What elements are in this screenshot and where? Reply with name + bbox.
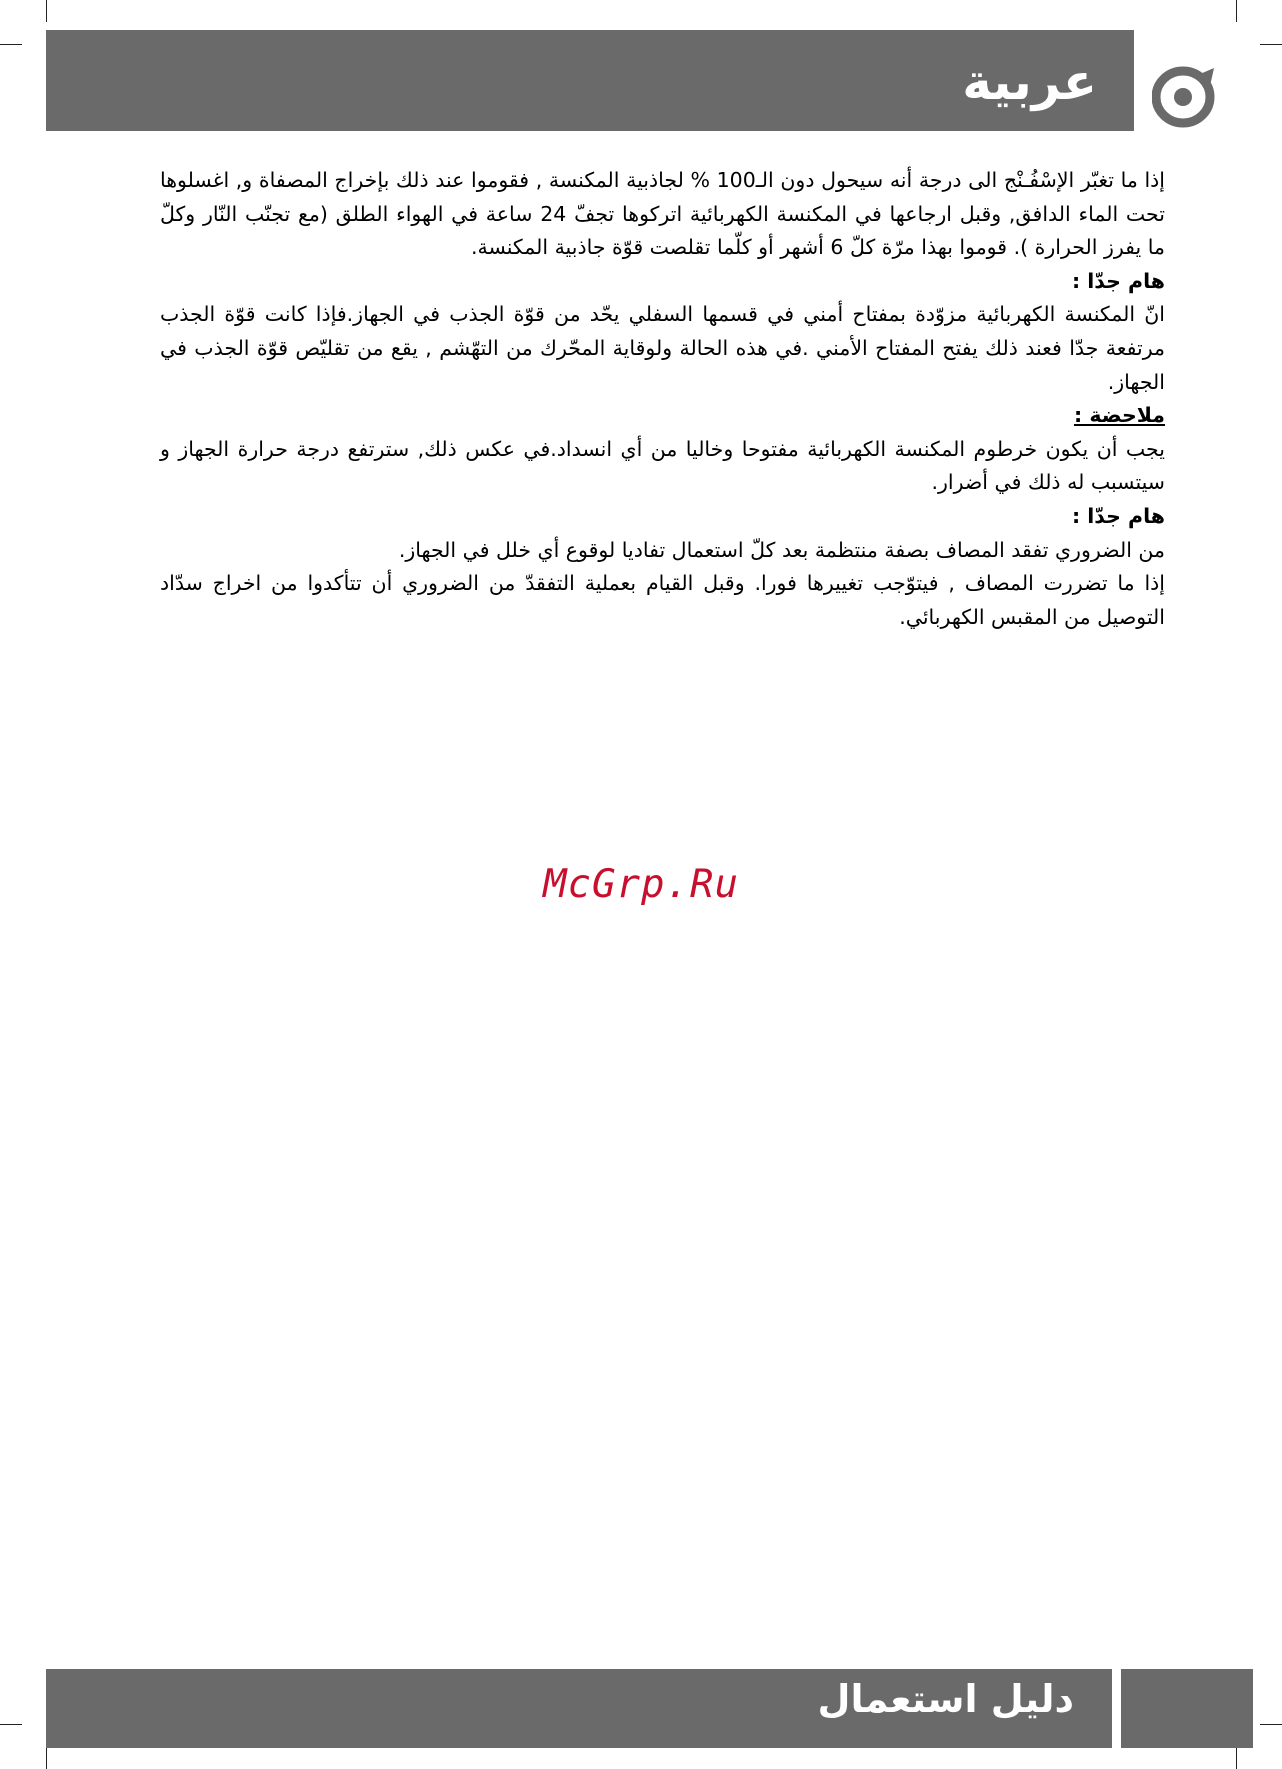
ring-logo-icon [1152,66,1218,128]
paragraph-filter-cleaning: إذا ما تغبّر الإسْفُـنْج الى درجة أنه سيحول دون الـ100 % لجاذبية المكنسة , فقوموا عند ذلك بإخراج المصفاة و, اغسلوها تحت الماء الدافق, وقبل ارجاعها في المكنسة الكهربائية اتركوها تجفّ 24 ساعة في الهواء الطلق (مع تجنّب النّار وكلّ ما يفرز الحرارة ). قوموا بهذا مرّة كلّ 6 أشهر أو كلّما تقلصت قوّة جاذبية المكنسة. [160,168,1165,260]
footer-page-box [1121,1669,1253,1748]
crop-mark-top-left [46,0,47,22]
page-language-title: عربية [962,53,1097,111]
paragraph-filter-replace: إذا ما تضررت المصاف , فيتوّجب تغييرها فورا. وقبل القيام بعملية التفقدّ من الضروري أن تتأكدوا من اخراج سدّاد التوصيل من المقبس الكهربائي. [160,571,1165,629]
watermark: McGrp.Ru [543,862,739,907]
crop-mark-right-bottom [1260,1724,1282,1725]
important-heading-1: هام جدّا : [1071,268,1165,293]
crop-mark-bottom-left [46,1747,47,1769]
instructions-text [160,164,1165,634]
footer-separator [1112,1669,1121,1748]
paragraph-safety-switch: انّ المكنسة الكهربائية مزوّدة بمفتاح أمني في قسمها السفلي يحّد من قوّة الجذب في الجهاز.فإذا كانت قوّة الجذب مرتفعة جدّا فعند ذلك يفتح المفتاح الأمني .في هذه الحالة ولوقاية المحّرك من التهّشم , يقع من تقليّص قوّة الجذب في الجهاز. [160,302,1165,394]
crop-mark-left-top [0,44,22,45]
crop-mark-right-top [1260,44,1282,45]
paragraph-hose-note: يجب أن يكون خرطوم المكنسة الكهربائية مفتوحا وخاليا من أي انسداد.في عكس ذلك, سترتفع درجة حرارة الجهاز و سيتسبب له ذلك في أضرار. [160,436,1165,495]
footer-manual-title: دليل استعمال [817,1677,1074,1721]
note-heading: ملاحضة : [1074,403,1165,428]
crop-mark-bottom-right [1236,1747,1237,1769]
crop-mark-left-bottom [0,1724,22,1725]
paragraph-filter-check: من الضروري تفقد المصاف بصفة منتظمة بعد كلّ استعمال تفاديا لوقوع أي خلل في الجهاز. [398,537,1165,562]
crop-mark-top-right [1236,0,1237,22]
important-heading-2: هام جدّا : [1071,503,1165,528]
